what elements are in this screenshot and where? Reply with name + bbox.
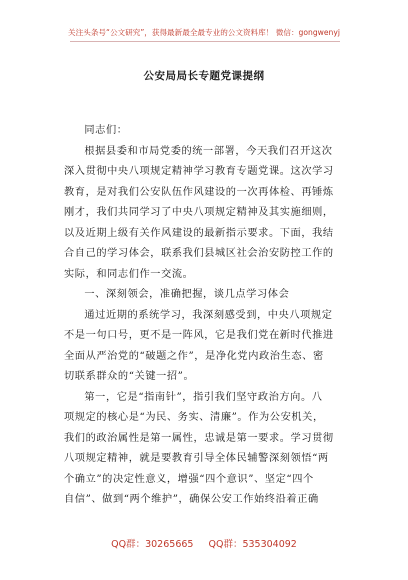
header-promo-note: 关注头条号“公文研究”，获得最新最全最专业的公文资料库！ 微信：gongwenyj [68, 28, 340, 37]
paragraph-line: 实际，和同志们作一交流。 [64, 268, 194, 280]
paragraph-line: 合自己的学习体会，联系我们县城区社会治安防控工作的 [64, 248, 334, 259]
paragraph-line: 全面从严治党的“破题之作”，是净化党内政治生态、密 [64, 350, 324, 362]
document-title: 公安局局长专题党课提纲 [143, 70, 265, 82]
header-divider [70, 41, 340, 42]
paragraph-line: 切联系群众的“关键一招”。 [64, 371, 195, 382]
footer-qq-groups [0, 536, 408, 550]
paragraph-line: 同志们： [84, 125, 128, 136]
footer-qq-group-2: QQ群：535304092 [208, 539, 297, 550]
paragraph-line: 不是一句口号，更不是一阵风，它是我们党在新时代推进 [64, 330, 334, 341]
paragraph-line: 我们的政治属性是第一属性，忠诚是第一要求。学习贯彻 [64, 432, 334, 444]
paragraph-line: 一、深刻领会，准确把握，谈几点学习体会 [84, 289, 290, 300]
paragraph-line: 刚才，我们共同学习了中央八项规定精神及其实施细则， [64, 207, 334, 218]
paragraph-line: 八项规定精神，就是要教育引导全体民辅警深刻领悟“两 [64, 453, 329, 464]
paragraph-line: 教育，是对我们公安队伍作风建设的一次再体检、再锤炼 [64, 186, 334, 198]
footer-qq-group-1: QQ群：30265665 [111, 539, 194, 550]
paragraph-line: 根据县委和市局党委的统一部署，今天我们召开这次 [84, 145, 333, 157]
paragraph-line: 自信”、做到“两个维护”，确保公安工作始终沿着正确 [64, 494, 319, 505]
document-body [64, 121, 349, 511]
paragraph-line: 个确立”的决定性意义，增强“四个意识”、坚定“四个 [64, 473, 314, 485]
paragraph-line: 第一，它是“指南针”，指引我们坚守政治方向。八 [84, 391, 323, 403]
paragraph-line: 通过近期的系统学习，我深刻感受到，中央八项规定 [84, 309, 333, 321]
paragraph-line: 深入贯彻中央八项规定精神学习教育专题党课。这次学习 [64, 166, 334, 177]
paragraph-line: 项规定的核心是“为民、务实、清廉”。作为公安机关， [64, 412, 324, 423]
paragraph-line: 以及近期上级有关作风建设的最新指示要求。下面，我结 [64, 227, 334, 239]
